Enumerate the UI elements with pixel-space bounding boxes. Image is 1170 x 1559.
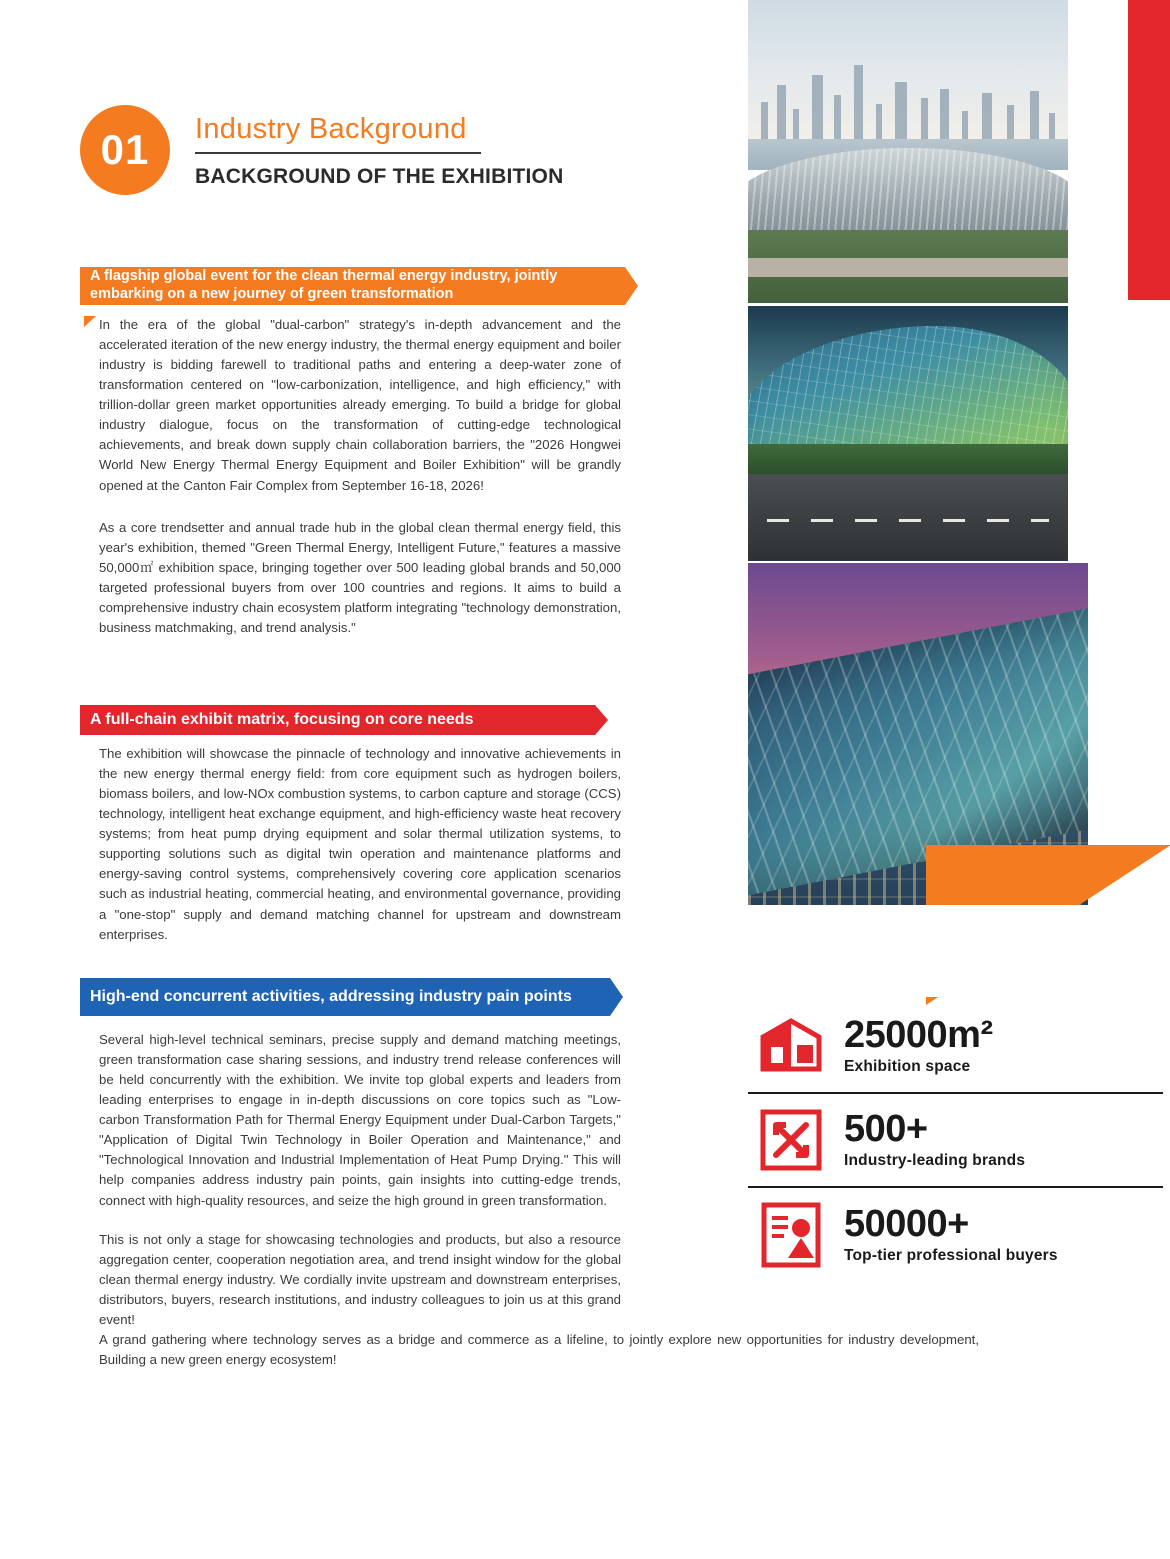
stat-value: 25000m² xyxy=(844,1013,993,1056)
photo1-exhibition-roof xyxy=(748,148,1068,239)
brands-arrows-icon xyxy=(752,1104,830,1176)
stat-label: Industry-leading brands xyxy=(844,1152,1026,1170)
convention-center-aerial-photo xyxy=(748,0,1068,303)
banner-concurrent-activities: High-end concurrent activities, addressing industry pain points xyxy=(80,978,610,1016)
red-accent-bar xyxy=(1128,0,1170,300)
stat-text-brands xyxy=(830,1107,1026,1171)
stat-value: 500+ xyxy=(844,1107,928,1150)
paragraph-industry-context: In the era of the global "dual-carbon" strategy's in-depth advancement and the accelerated iteration of the new energy industry, the thermal energy equipment and boiler industry is bidding farewell to traditional paths and entering a deep-water zone of transformation centered on "low-carbonization, intelligence, and high efficiency," with trillion-dollar green market opportunities already emerging. To build a bridge for global industry dialogue, focus on the transformation of cutting-edge technological achievements, and break down supply chain collaboration barriers, the "2026 Hongwei World New Energy Thermal Energy Equipment and Boiler Exhibition" will be grandly opened at the Canton Fair Complex from September 16-18, 2026! xyxy=(99,317,621,493)
stat-label: Top-tier professional buyers xyxy=(844,1247,1058,1265)
paragraph-concurrent-activities: Several high-level technical seminars, precise supply and demand matching meetings, green transformation case sharing sessions, and industry trend release conferences will be held concurrently with the exhibition. We invite top global experts and leaders from leading enterprises to engage in in-depth discussions on core topics such as "Low-carbon Transformation Path for Thermal Energy Equipment under Dual-Carbon Targets," "Application of Digital Twin Technology in Boiler Operation and Maintenance," and "Technological Innovation and Industrial Implementation of Heat Pump Drying." This will help companies address industry pain points, gain insights into cutting-edge trends, connect with high-quality resources, and seize the high ground in green transformation. xyxy=(99,1032,621,1208)
paragraph-closing: A grand gathering where technology serves as a bridge and commerce as a lifeline, to jointly explore new opportunities for industry development, Building a new green energy ecosystem! xyxy=(99,1332,979,1368)
banner-flagship-event: A flagship global event for the clean thermal energy industry, jointly embarking on a new journey of green transformation xyxy=(80,267,625,305)
paragraph-marker-icon xyxy=(84,316,96,327)
stat-value: 50000+ xyxy=(844,1202,969,1245)
stat-row-buyers xyxy=(748,1188,1163,1282)
section-title-en: Industry Background xyxy=(195,113,481,154)
white-diagonal-shape xyxy=(748,905,1170,997)
stats-list xyxy=(748,1000,1163,1282)
section-title-group xyxy=(195,113,625,191)
section-title-sub: BACKGROUND OF THE EXHIBITION xyxy=(195,165,564,188)
right-visual-column xyxy=(748,0,1170,1559)
stat-text-buyers xyxy=(830,1202,1058,1266)
paragraph-exhibit-scope: The exhibition will showcase the pinnacle of technology and innovative achievements in the new energy thermal energy field: from core equipment such as hydrogen boilers, biomass boilers, and low-NOx combustion systems, to carbon capture and storage (CCS) technology, intelligent heat exchange equipment, and high-efficiency waste heat recovery systems; from heat pump drying equipment and solar thermal utilization systems, to supporting solutions such as digital twin operation and maintenance platforms and energy-saving control systems, comprehensively covering core application scenarios such as industrial heating, commercial heating, and environmental governance, providing a "one-stop" supply and demand matching channel for upstream and downstream enterprises. xyxy=(99,746,621,942)
paragraph-exhibition-scale: As a core trendsetter and annual trade hub in the global clean thermal energy field, this year's exhibition, themed "Green Thermal Energy, Intelligent Future," features a massive 50,000㎡ exhibition space, bringing together over 500 leading global brands and 50,000 targeted professional buyers from over 100 countries and regions. It aims to build a comprehensive industry chain ecosystem platform integrating "technology demonstration, business matchmaking, and trend analysis." xyxy=(99,520,621,636)
stat-row-exhibition-space xyxy=(748,1000,1163,1094)
buyer-badge-icon xyxy=(752,1199,830,1271)
stat-text-exhibition-space xyxy=(830,1013,993,1077)
exhibition-hall-icon xyxy=(752,1010,830,1082)
stat-row-brands xyxy=(748,1094,1163,1188)
photo2-landscaping xyxy=(748,444,1068,475)
glass-facade-dusk-photo xyxy=(748,306,1068,561)
photo1-skyline xyxy=(748,55,1068,146)
stat-label: Exhibition space xyxy=(844,1058,971,1076)
paragraph-invitation: This is not only a stage for showcasing technologies and products, but also a resource aggregation center, cooperation negotiation area, and trend insight window for the global clean thermal energy industry. We cordially invite upstream and downstream enterprises, distributors, buyers, research institutions, and industry colleagues to join us at this grand event! xyxy=(99,1232,621,1328)
photo2-road xyxy=(748,474,1068,561)
photo1-foreground xyxy=(748,230,1068,303)
section-header xyxy=(80,105,640,230)
banner-exhibit-matrix: A full-chain exhibit matrix, focusing on core needs xyxy=(80,705,595,735)
section-number-badge: 01 xyxy=(80,105,170,195)
